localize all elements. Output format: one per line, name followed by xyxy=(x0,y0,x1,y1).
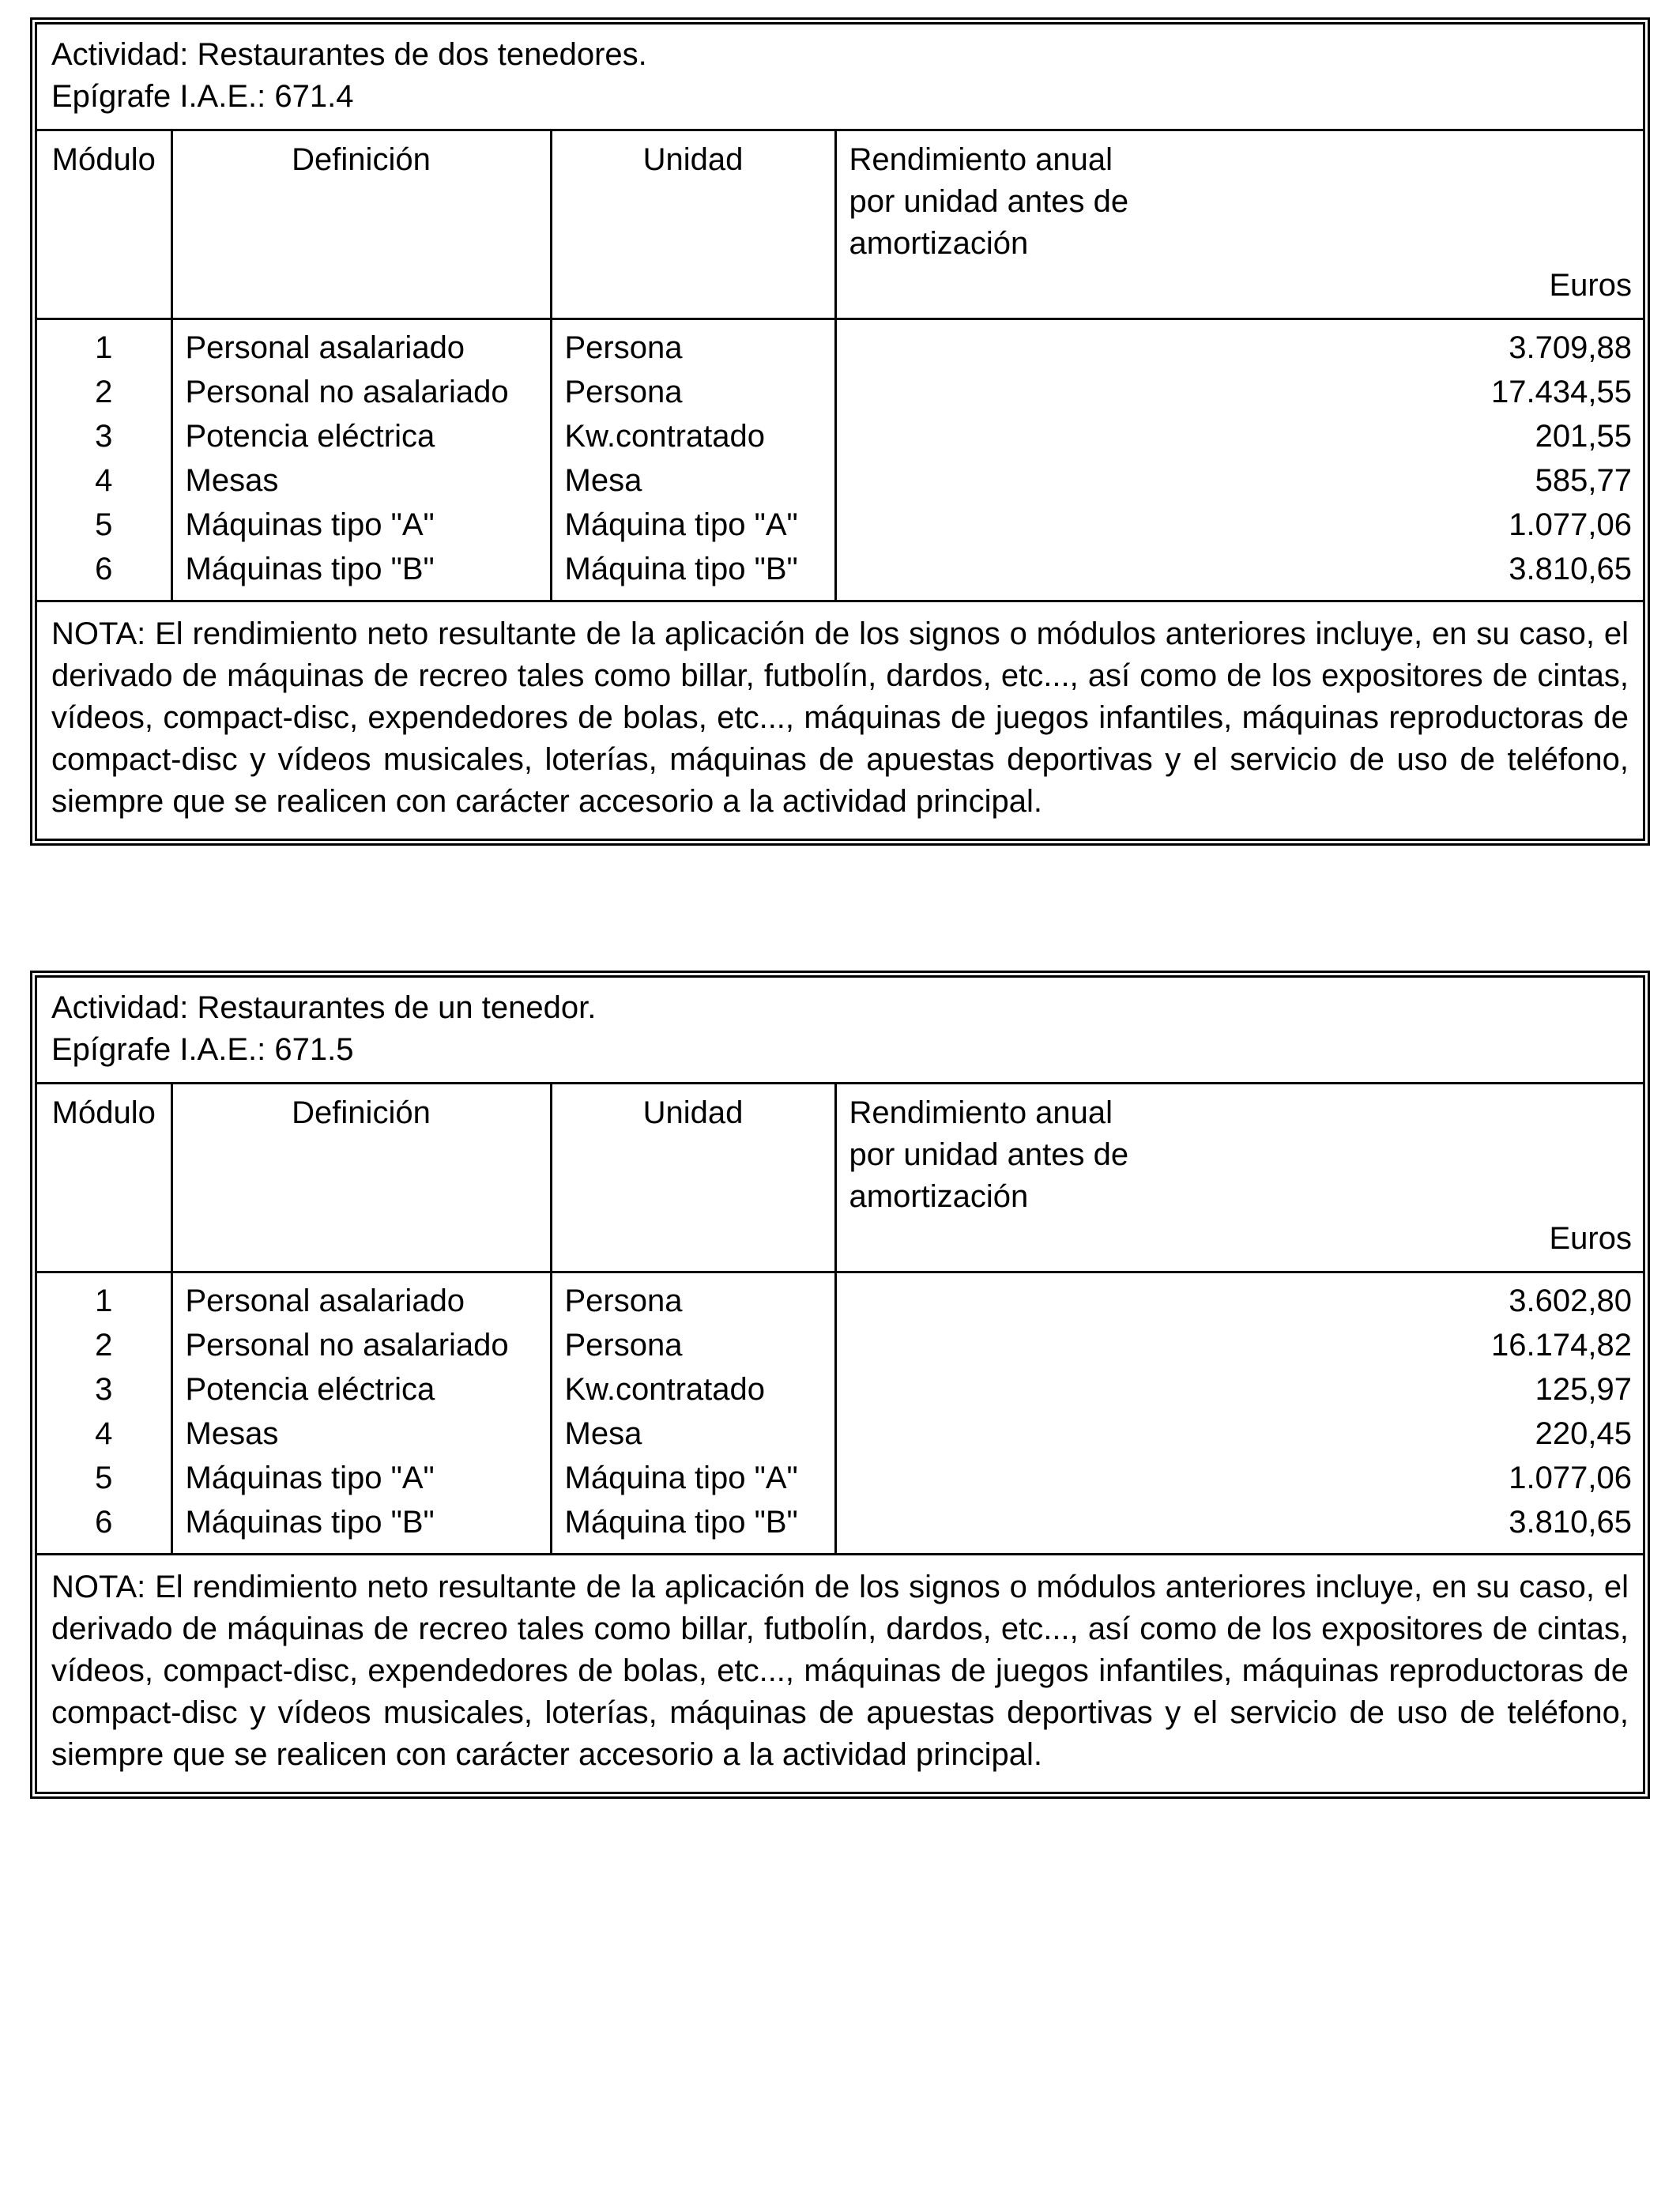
cell-valor: 3.709,88 xyxy=(835,319,1643,371)
cell-valor: 201,55 xyxy=(835,414,1643,458)
cell-unidad: Persona xyxy=(551,1323,835,1367)
table-row xyxy=(37,1323,1643,1367)
cell-definicion: Potencia eléctrica xyxy=(171,414,551,458)
table-header-row xyxy=(37,1084,1643,1272)
cell-unidad: Mesa xyxy=(551,1412,835,1456)
modules-table xyxy=(37,129,1643,600)
cell-modulo: 3 xyxy=(95,419,113,454)
epigraph-label: Epígrafe I.A.E.: 671.5 xyxy=(51,1032,354,1067)
cell-unidad: Máquina tipo "A" xyxy=(551,1456,835,1500)
epigraph-label: Epígrafe I.A.E.: 671.4 xyxy=(51,79,354,114)
cell-modulo: 2 xyxy=(95,1328,113,1363)
note-paragraph: NOTA: El rendimiento neto resultante de la aplicación de los signos o módulos anteriores incluye, en su caso, el derivado de máquinas de recreo tales como billar, futbolín, dardos, etc..., así como de los expositores de cintas, vídeos, compact-disc, expendedores de bolas, etc..., máquinas de juegos infantiles, máquinas reproductoras de compact-disc y vídeos musicales, loterías, máquinas de apuestas deportivas y el servicio de uso de teléfono, siempre que se realicen con carácter accesorio a la actividad principal. xyxy=(37,1553,1643,1792)
note-paragraph: NOTA: El rendimiento neto resultante de la aplicación de los signos o módulos anteriores incluye, en su caso, el derivado de máquinas de recreo tales como billar, futbolín, dardos, etc..., así como de los expositores de cintas, vídeos, compact-disc, expendedores de bolas, etc..., máquinas de juegos infantiles, máquinas reproductoras de compact-disc y vídeos musicales, loterías, máquinas de apuestas deportivas y el servicio de uso de teléfono, siempre que se realicen con carácter accesorio a la actividad principal. xyxy=(37,600,1643,839)
cell-valor: 3.810,65 xyxy=(835,1500,1643,1553)
cell-modulo: 1 xyxy=(95,330,113,365)
cell-definicion: Máquinas tipo "B" xyxy=(171,547,551,600)
cell-definicion: Personal asalariado xyxy=(171,1272,551,1324)
activity-box-671-5 xyxy=(30,971,1650,1799)
cell-definicion: Máquinas tipo "B" xyxy=(171,1500,551,1553)
column-header-rendimiento xyxy=(835,1084,1643,1272)
table-row xyxy=(37,503,1643,547)
cell-definicion: Personal no asalariado xyxy=(171,1323,551,1367)
cell-valor: 16.174,82 xyxy=(835,1323,1643,1367)
cell-definicion: Mesas xyxy=(171,458,551,503)
cell-valor: 125,97 xyxy=(835,1367,1643,1412)
rendimiento-label-line-2: por unidad antes de xyxy=(849,1137,1129,1172)
cell-valor: 1.077,06 xyxy=(835,503,1643,547)
modules-table xyxy=(37,1082,1643,1553)
cell-unidad: Máquina tipo "A" xyxy=(551,503,835,547)
column-header-definicion: Definición xyxy=(171,1084,551,1272)
table-row xyxy=(37,370,1643,414)
cell-valor: 220,45 xyxy=(835,1412,1643,1456)
rendimiento-label-line-1: Rendimiento anual xyxy=(849,142,1113,177)
column-header-modulo: Módulo xyxy=(37,130,171,319)
table-row xyxy=(37,1500,1643,1553)
cell-modulo: 5 xyxy=(95,1461,113,1495)
activity-box-671-4 xyxy=(30,17,1650,846)
table-row xyxy=(37,1456,1643,1500)
rendimiento-label-line-3: amortización xyxy=(849,226,1029,261)
cell-unidad: Máquina tipo "B" xyxy=(551,547,835,600)
activity-header xyxy=(37,25,1643,129)
cell-unidad: Kw.contratado xyxy=(551,414,835,458)
cell-modulo: 3 xyxy=(95,1372,113,1407)
activity-title: Actividad: Restaurantes de un tenedor. xyxy=(51,990,597,1025)
currency-label: Euros xyxy=(1549,268,1632,303)
activity-header xyxy=(37,978,1643,1082)
activity-title: Actividad: Restaurantes de dos tenedores. xyxy=(51,37,647,72)
rendimiento-label-line-2: por unidad antes de xyxy=(849,184,1129,219)
column-header-rendimiento xyxy=(835,130,1643,319)
table-row xyxy=(37,414,1643,458)
cell-valor: 585,77 xyxy=(835,458,1643,503)
cell-unidad: Persona xyxy=(551,1272,835,1324)
table-row xyxy=(37,547,1643,600)
cell-valor: 17.434,55 xyxy=(835,370,1643,414)
cell-unidad: Persona xyxy=(551,370,835,414)
table-row xyxy=(37,319,1643,371)
cell-definicion: Máquinas tipo "A" xyxy=(171,503,551,547)
column-header-modulo: Módulo xyxy=(37,1084,171,1272)
cell-modulo: 4 xyxy=(95,1416,113,1451)
cell-definicion: Potencia eléctrica xyxy=(171,1367,551,1412)
cell-valor: 1.077,06 xyxy=(835,1456,1643,1500)
cell-definicion: Mesas xyxy=(171,1412,551,1456)
cell-definicion: Personal no asalariado xyxy=(171,370,551,414)
cell-definicion: Personal asalariado xyxy=(171,319,551,371)
table-header-row xyxy=(37,130,1643,319)
table-row xyxy=(37,458,1643,503)
cell-unidad: Persona xyxy=(551,319,835,371)
table-row xyxy=(37,1412,1643,1456)
table-row xyxy=(37,1272,1643,1324)
column-header-definicion: Definición xyxy=(171,130,551,319)
cell-unidad: Kw.contratado xyxy=(551,1367,835,1412)
cell-valor: 3.602,80 xyxy=(835,1272,1643,1324)
cell-modulo: 1 xyxy=(95,1284,113,1318)
column-header-unidad: Unidad xyxy=(551,130,835,319)
rendimiento-label-line-1: Rendimiento anual xyxy=(849,1095,1113,1130)
cell-modulo: 2 xyxy=(95,375,113,409)
column-header-unidad: Unidad xyxy=(551,1084,835,1272)
cell-modulo: 6 xyxy=(95,1505,113,1540)
table-row xyxy=(37,1367,1643,1412)
cell-unidad: Máquina tipo "B" xyxy=(551,1500,835,1553)
rendimiento-label-line-3: amortización xyxy=(849,1179,1029,1214)
cell-valor: 3.810,65 xyxy=(835,547,1643,600)
cell-unidad: Mesa xyxy=(551,458,835,503)
currency-label: Euros xyxy=(1549,1221,1632,1256)
cell-modulo: 6 xyxy=(95,552,113,586)
cell-modulo: 4 xyxy=(95,463,113,498)
cell-definicion: Máquinas tipo "A" xyxy=(171,1456,551,1500)
cell-modulo: 5 xyxy=(95,507,113,542)
